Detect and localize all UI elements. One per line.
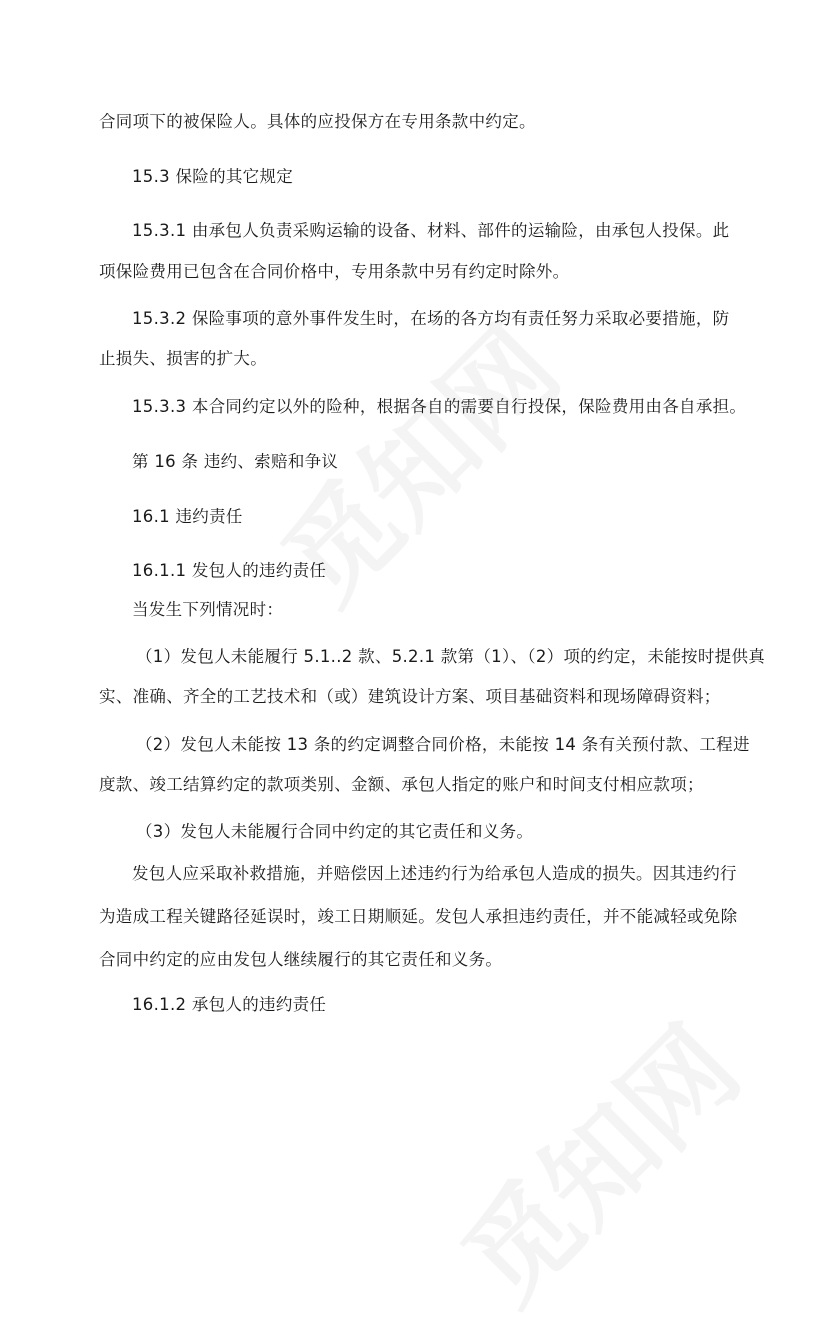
subsection-heading: 16.1.1 发包人的违约责任 <box>132 561 327 580</box>
clause-line: 15.3.1 由承包人负责采购运输的设备、材料、部件的运输险，由承包人投保。此 <box>132 221 730 240</box>
list-item: （3）发包人未能履行合同中约定的其它责任和义务。 <box>136 822 534 841</box>
clause-line: 15.3.3 本合同约定以外的险种，根据各自的需要自行投保，保险费用由各自承担。 <box>132 397 747 416</box>
list-item: （2）发包人未能按 13 条的约定调整合同价格，未能按 14 条有关预付款、工程进 <box>136 735 750 754</box>
section-heading: 16.1 违约责任 <box>132 507 243 526</box>
watermark <box>422 986 767 1331</box>
clause-line: 15.3.2 保险事项的意外事件发生时，在场的各方均有责任努力采取必要措施，防 <box>132 309 730 328</box>
list-item: 度款、竣工结算约定的款项类别、金额、承包人指定的账户和时间支付相应款项； <box>99 775 704 794</box>
clause-line: 项保险费用已包含在合同价格中，专用条款中另有约定时除外。 <box>99 262 570 281</box>
list-item: （1）发包人未能履行 5.1..2 款、5.2.1 款第（1）、（2）项的约定，未能按时提供真 <box>136 647 766 666</box>
section-heading: 15.3 保险的其它规定 <box>132 167 294 186</box>
article-heading: 第 16 条 违约、索赔和争议 <box>132 452 339 471</box>
paragraph-line: 发包人应采取补救措施，并赔偿因上述违约行为给承包人造成的损失。因其违约行 <box>132 864 737 883</box>
paragraph-line: 为造成工程关键路径延误时，竣工日期顺延。发包人承担违约责任，并不能减轻或免除 <box>99 907 738 926</box>
paragraph-line: 当发生下列情况时： <box>132 600 284 619</box>
list-item: 实、准确、齐全的工艺技术和（或）建筑设计方案、项目基础资料和现场障碍资料； <box>99 687 721 706</box>
clause-line: 止损失、损害的扩大。 <box>99 349 267 368</box>
subsection-heading: 16.1.2 承包人的违约责任 <box>132 995 327 1014</box>
paragraph-line: 合同中约定的应由发包人继续履行的其它责任和义务。 <box>99 950 503 969</box>
paragraph-line: 合同项下的被保险人。具体的应投保方在专用条款中约定。 <box>99 112 536 131</box>
